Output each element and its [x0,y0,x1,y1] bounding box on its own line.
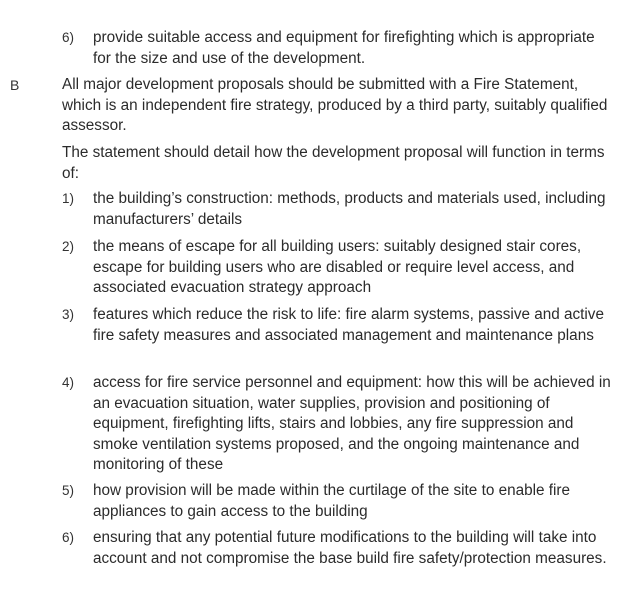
list-number: 6) [62,30,75,45]
list-text: access for fire service personnel and equipment: how this will be achieved in an evacuation situation, water supplies, provision and positioning of equipment, firefighting lifts, stairs and lobbies, any fire suppression and smoke ventilation systems proposed, and the ongoing maintenance and monitoring of these [93,374,611,473]
list-number: 3) [62,307,75,322]
list-number: 4) [62,375,75,390]
list-text: provide suitable access and equipment for firefighting which is appropriate for the size and use of the development. [93,29,595,67]
list-text: how provision will be made within the curtilage of the site to enable fire appliances to gain access to the building [93,482,571,520]
list-text: ensuring that any potential future modifications to the building will take into account and not compromise the base build fire safety/protection measures. [93,529,607,567]
list-number: 2) [62,239,75,254]
paragraph-fire-statement: All major development proposals should be submitted with a Fire Statement, which is an independent fire strategy, produced by a third party, suitably qualified assessor. [62,76,608,134]
paragraph-statement-detail: The statement should detail how the development proposal will function in terms of: [62,144,605,182]
section-label: B [10,77,20,93]
list-text: the building’s construction: methods, products and materials used, including manufacturers’ details [93,190,606,228]
list-number: 6) [62,530,75,545]
list-text: features which reduce the risk to life: fire alarm systems, passive and active fire safety measures and associated management and maintenance plans [93,306,604,344]
list-number: 1) [62,191,75,206]
list-number: 5) [62,483,75,498]
list-text: the means of escape for all building users: suitably designed stair cores, escape for building users who are disabled or require level access, and associated evacuation strategy approach [93,238,582,296]
